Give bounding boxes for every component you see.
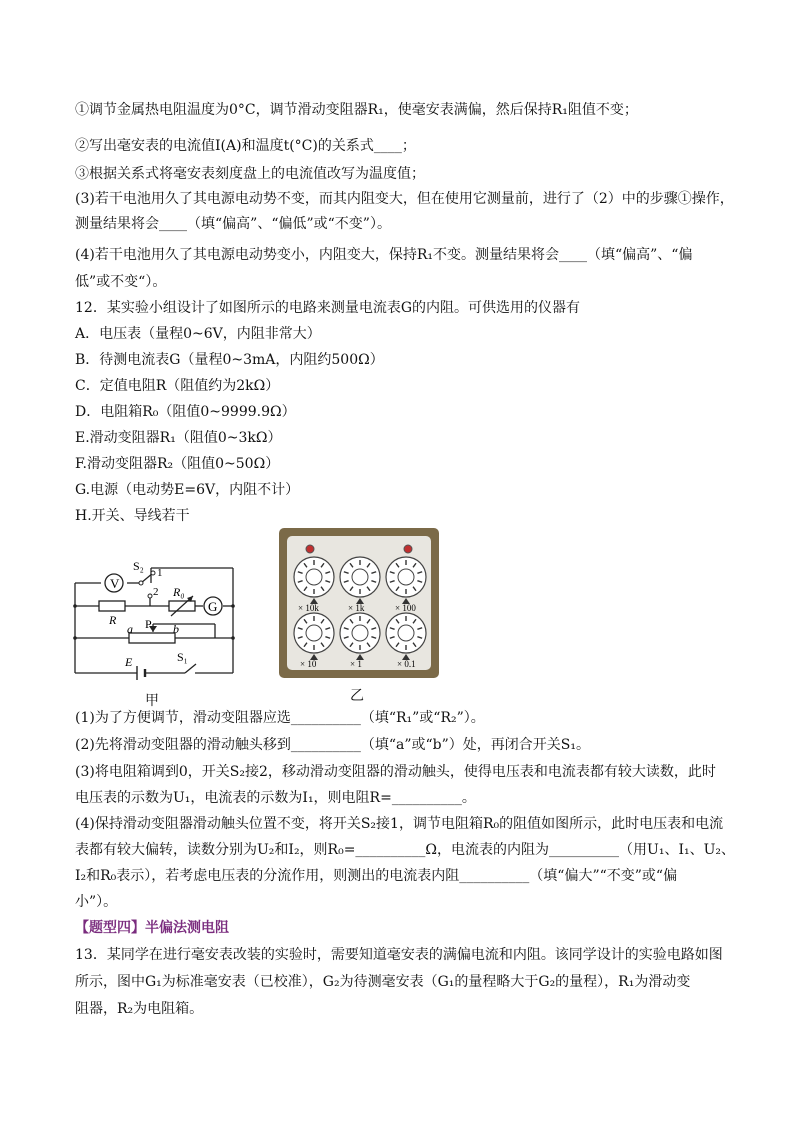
question-4-cont: I₂和R₀表示），若考虑电压表的分流作用，则测出的电流表内阻__________（填“偏大”“不变”或“偏 <box>75 868 678 884</box>
question-13-cont: 阻器，R₂为电阻箱。 <box>75 1001 204 1017</box>
option-b: B．待测电流表G（量程0~3mA，内阻约500Ω） <box>75 352 384 368</box>
dial-label-x100: × 100 <box>395 603 416 613</box>
text-line: 测量结果将会____（填“偏高”、“偏低”或“不变”）。 <box>75 216 391 232</box>
contact1-label: 1 <box>157 567 163 579</box>
option-d: D．电阻箱R₀（阻值0~9999.9Ω） <box>75 404 296 420</box>
section-heading: 【题型四】半偏法测电阻 <box>75 920 229 936</box>
dial-label-x10k: × 10k <box>298 603 319 613</box>
question-3: (3)将电阻箱调到0，开关S₂接2，移动滑动变阻器的滑动触头，使得电压表和电流表都有较大读数，此时 <box>75 764 716 780</box>
dial-label-x1: × 1 <box>350 659 362 669</box>
option-e: E.滑动变阻器R₁（阻值0~3kΩ） <box>75 430 282 446</box>
dial-hub <box>352 569 368 585</box>
dial-label-x0.1: × 0.1 <box>397 659 416 669</box>
dial-hub <box>306 625 322 641</box>
resistor-label: R <box>109 613 117 627</box>
question-3-cont: 电压表的示数为U₁，电流表的示数为I₁，则电阻R=__________。 <box>75 790 476 806</box>
switch1-label: S₁ <box>177 650 188 664</box>
box-resistor-label: R₀ <box>173 585 185 599</box>
option-g: G.电源（电动势E=6V，内阻不计） <box>75 482 300 498</box>
question-12-stem: 12．某实验小组设计了如图所示的电路来测量电流表G的内阻。可供选用的仪器有 <box>75 300 580 316</box>
circuit-caption: 甲 <box>145 693 159 709</box>
option-f: F.滑动变阻器R₂（阻值0~50Ω） <box>75 456 280 472</box>
contact2-label: 2 <box>153 586 159 598</box>
dial-hub <box>398 569 414 585</box>
dial-hub <box>352 625 368 641</box>
question-4: (4)保持滑动变阻器滑动触头位置不变，将开关S₂接1，调节电阻箱R₀的阻值如图所示，此时电压表和电流 <box>75 816 724 832</box>
question-2: (2)先将滑动变阻器的滑动触头移到__________（填“a”或“b”）处，再闭合开关S₁。 <box>75 737 590 753</box>
text-line: ③根据关系式将毫安表刻度盘上的电流值改写为温度值； <box>75 166 425 182</box>
dial-label-x1k: × 1k <box>348 603 365 613</box>
text-line: (3)若干电池用久了其电源电动势不变，而其内阻变大，但在使用它测量前，进行了（2）中的步骤①操作， <box>75 191 734 207</box>
option-h: H.开关、导线若干 <box>75 508 190 524</box>
question-4-cont: 表都有较大偏转，读数分别为U₂和I₂，则R₀=__________Ω，电流表的内阻为__________（用U₁、I₁、U₂、 <box>75 842 736 858</box>
dial-hub <box>306 569 322 585</box>
voltmeter-label: V <box>110 576 120 591</box>
question-4-cont: 小”）。 <box>75 894 118 910</box>
end-a-label: a <box>127 622 133 636</box>
text-line: (4)若干电池用久了其电源电动势变小，内阻变大，保持R₁不变。测量结果将会____（填“偏高”、“偏 <box>75 247 693 263</box>
question-13: 13．某同学在进行毫安表改装的实验时，需要知道毫安表的满偏电流和内阻。该同学设计的实验电路如图 <box>75 947 723 963</box>
slider-label: P <box>145 617 152 631</box>
text-line: ②写出毫安表的电流值I(A)和温度t(°C)的关系式____； <box>75 138 416 154</box>
option-c: C．定值电阻R（阻值约为2kΩ） <box>75 378 280 394</box>
emf-label: E <box>125 655 133 669</box>
question-1: (1)为了方便调节，滑动变阻器应选__________（填“R₁”或“R₂”）。 <box>75 710 485 726</box>
switch2-label: S₂ <box>133 559 144 573</box>
circuit-diagram <box>65 548 255 688</box>
dial-hub <box>398 625 414 641</box>
text-line: ①调节金属热电阻温度为0°C，调节滑动变阻器R₁，使毫安表满偏，然后保持R₁阻值不变； <box>75 102 638 118</box>
option-a: A．电压表（量程0~6V，内阻非常大） <box>75 326 321 342</box>
galvanometer-label: G <box>208 599 218 614</box>
text-line: 低”或不变“）。 <box>75 274 167 290</box>
question-13-cont: 所示，图中G₁为标准毫安表（已校准），G₂为待测毫安表（G₁的量程略大于G₂的量程），R₁为滑动变 <box>75 974 691 990</box>
resistance-box <box>278 527 440 679</box>
end-b-label: b <box>173 622 179 636</box>
box-caption: 乙 <box>350 688 364 704</box>
dial-label-x10: × 10 <box>300 659 317 669</box>
